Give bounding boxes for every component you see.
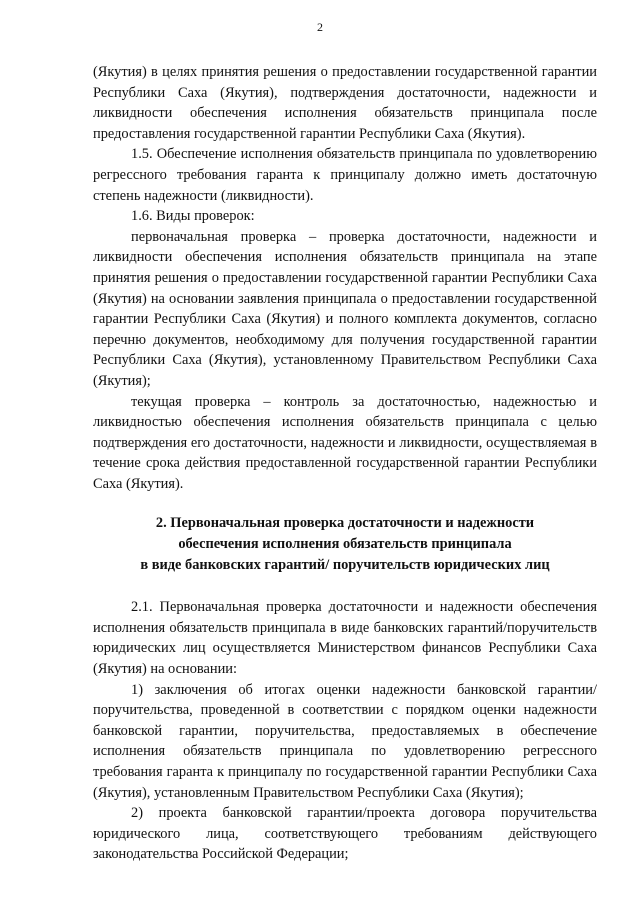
paragraph-continuation: (Якутия) в целях принятия решения о предоставлении государственной гарантии Республики Саха (Якутия), подтверждения достаточности, надежности и ликвидности обеспечения исполнения обязательств принципала после предоставления государственной гарантии Республики Саха (Якутия). xyxy=(93,64,597,142)
section-heading-line-3: в виде банковских гарантий/ поручительств юридических лиц xyxy=(140,556,550,573)
paragraph-1-5: 1.5. Обеспечение исполнения обязательств принципала по удовлетворению регрессного требования гаранта к принципалу должно иметь достаточную степень надежности (ликвидности). xyxy=(93,146,597,204)
page-number: 2 xyxy=(317,20,323,34)
section-heading-line-1: 2. Первоначальная проверка достаточности и надежности xyxy=(155,515,535,532)
paragraph-2-1: 2.1. Первоначальная проверка достаточности и надежности обеспечения исполнения обязательств принципала в виде банковских гарантий/поручительств юридических лиц осуществляется Министерством финансов Республики Саха (Якутия) на основании: xyxy=(93,599,597,678)
paragraph-initial-check: первоначальная проверка – проверка достаточности, надежности и ликвидности обеспечения исполнения обязательств принципала на этапе принятия решения о предоставлении государственной гарантии Республики Саха (Якутия) на основании заявления принципала о предоставлении государственной гарантии Республики Саха (Якутия) и полного комплекта документов, согласно перечню документов, необходимому для получения государственной гарантии Республики Саха (Якутия), установленному Правительством Республики Саха (Якутия); xyxy=(93,228,597,389)
section-heading-line-2: обеспечения исполнения обязательств принципала xyxy=(178,536,512,553)
list-item-1: 1) заключения об итогах оценки надежности банковской гарантии/ поручительства, проведенной в соответствии с порядком оценки надежности банковской гарантии, поручительства, предоставляемых в обеспечение исполнения обязательств принципала по удовлетворению регрессного требования гаранта к принципалу по государственной гарантии Республики Саха (Якутия), установленным Правительством Республики Саха (Якутия); xyxy=(93,681,597,801)
list-item-2: 2) проекта банковской гарантии/проекта договора поручительства юридического лица, соответствующего требованиям действующего законодательства Российской Федерации; xyxy=(93,805,597,863)
paragraph-1-6: 1.6. Виды проверок: xyxy=(131,208,255,225)
section-heading xyxy=(93,513,597,575)
document-body xyxy=(93,62,597,865)
paragraph-current-check: текущая проверка – контроль за достаточностью, надежностью и ликвидностью обеспечения исполнения обязательств принципала с целью подтверждения его достаточности, надежности и ликвидности, осуществляемая в течение срока действия предоставленной государственной гарантии Республики Саха (Якутия). xyxy=(93,393,597,492)
